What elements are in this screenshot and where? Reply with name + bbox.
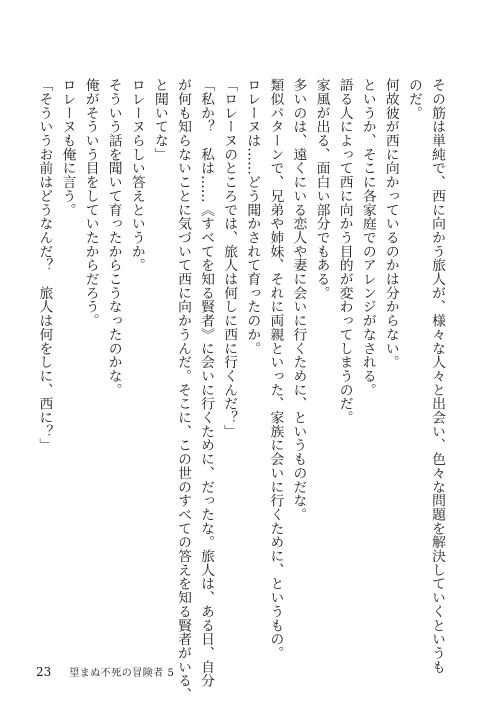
text-line: その筋は単純で、西に向かう旅人が、様々な人々と出会い、色々な問題を解決していくというも [429,78,445,674]
text-line: が何も知らないことに気づいて西に向かうんだ。そこに、この世のすべての答えを知る賢者がいる、 [174,78,191,702]
text-line: と聞いてな」 [151,78,168,162]
page-number: 23 [36,665,52,679]
text-line: 何故彼が西に向かっているのかは分からない。 [382,78,399,369]
page-footer [36,664,174,679]
text-line: 「そういうお前はどうなんだ？ 旅人は何をしに、西に？」 [36,78,53,452]
text-line: 「ロレーヌのところでは、旅人は何しに西に行くんだ？」 [221,78,238,439]
text-line: 類似パターンで、兄弟や姉妹、それに両親といった、家族に会いに行くために、というもの。 [267,78,284,660]
text-line: 「私か？ 私は……《すべてを知る賢者》に会いに行くために、だったな。旅人は、ある日、自分 [198,78,215,688]
text-line: ロレーヌも俺に言う。 [59,78,76,217]
text-line: そういう話を聞いて育ったからこうなったのかな。 [105,78,122,397]
book-title: 望まぬ不死の冒険者 5 [69,668,175,679]
text-line: 多いのは、遠くにいる恋人や妻に会いに行くために、というものだな。 [290,78,307,522]
text-line: というか、そこに各家庭でのアレンジがなされる。 [359,78,376,397]
text-line: ロレーヌらしい答えというか。 [128,78,145,272]
text-line: 語る人によって西に向かう目的が変わってしまうのだ。 [336,78,353,425]
text-line: ロレーヌは……どう聞かされて育ったのか。 [244,78,261,355]
text-line: 家風が出る、面白い部分でもある。 [313,78,330,300]
text-line: のだ。 [405,78,422,120]
text-line: 俺がそういう目をしていたからだろう。 [82,78,99,328]
